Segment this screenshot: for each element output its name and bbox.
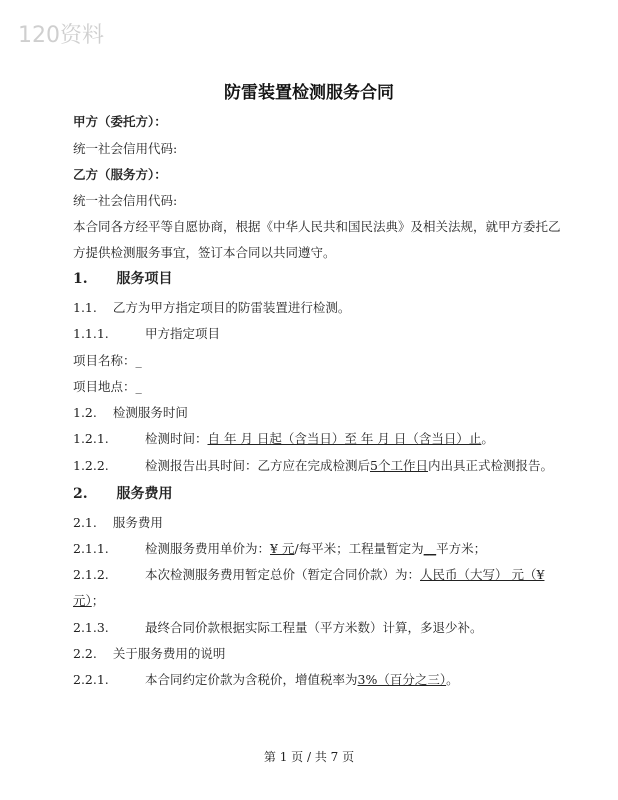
clause-text-suffix: ； <box>91 593 105 608</box>
clause-2-1-1 <box>73 541 486 557</box>
total-price-part-2: 元） <box>73 593 92 608</box>
report-deadline: 5个工作日 <box>370 458 428 473</box>
clause-text-prefix: 本次检测服务费用暂定总价（暂定合同价款）为： <box>145 567 421 582</box>
clause-2-2 <box>73 646 225 662</box>
clause-text-suffix: 内出具正式检测报告。 <box>427 458 553 473</box>
clause-1-1 <box>73 300 350 316</box>
clause-number: 2.1. <box>73 515 97 530</box>
section-1-title: 服务项目 <box>116 271 173 287</box>
project-location: 项目地点：_ <box>73 379 142 394</box>
vat-rate: 3%（百分之三） <box>357 672 447 687</box>
clause-text: 乙方为甲方指定项目的防雷装置进行检测。 <box>112 300 351 315</box>
clause-text-prefix: 检测时间： <box>145 431 208 446</box>
clause-text-suffix: 。 <box>481 431 494 446</box>
document-title: 防雷装置检测服务合同 <box>224 83 394 103</box>
party-a-credit-code: 统一社会信用代码: <box>73 141 178 156</box>
clause-number: 2.1.3. <box>73 620 109 635</box>
clause-2-1-2-continued <box>73 593 104 609</box>
clause-1-2-1 <box>73 431 494 447</box>
clause-number: 1.2.1. <box>73 431 109 446</box>
clause-2-1 <box>73 515 163 531</box>
party-a-label: 甲方（委托方）： <box>73 114 167 129</box>
section-2-number: 2. <box>73 486 88 502</box>
clause-number: 1.2. <box>73 405 97 420</box>
clause-2-1-3 <box>73 620 483 636</box>
clause-2-1-2 <box>73 567 544 583</box>
clause-text-middle: /每平米；工程量暂定为 <box>294 541 424 556</box>
section-2-heading <box>73 486 173 502</box>
section-2-title: 服务费用 <box>116 486 173 502</box>
section-1-number: 1. <box>73 271 88 287</box>
clause-text-prefix: 检测服务费用单价为： <box>145 541 271 556</box>
clause-number: 1.2.2. <box>73 458 109 473</box>
clause-number: 2.1.2. <box>73 567 109 582</box>
clause-number: 2.1.1. <box>73 541 109 556</box>
clause-1-2 <box>73 405 188 421</box>
clause-text: 最终合同价款根据实际工程量（平方米数）计算，多退少补。 <box>145 620 483 635</box>
quantity-blank: __ <box>423 541 437 556</box>
unit-price: ¥ 元 <box>270 541 295 556</box>
clause-text-prefix: 检测报告出具时间：乙方应在完成检测后 <box>145 458 371 473</box>
clause-number: 1.1. <box>73 300 97 315</box>
clause-text: 关于服务费用的说明 <box>112 646 226 661</box>
section-1-heading <box>73 271 173 287</box>
project-name: 项目名称：_ <box>73 353 142 368</box>
party-b-credit-code: 统一社会信用代码: <box>73 193 178 208</box>
clause-text-suffix: 。 <box>446 672 459 687</box>
watermark: 120资料 <box>18 23 104 48</box>
clause-text: 检测服务时间 <box>112 405 188 420</box>
clause-number: 1.1.1. <box>73 326 109 341</box>
clause-number: 2.2. <box>73 646 97 661</box>
page-footer: 第 1 页 / 共 7 页 <box>263 750 355 764</box>
clause-number: 2.2.1. <box>73 672 109 687</box>
clause-text-prefix: 本合同约定价款为含税价，增值税率为 <box>145 672 358 687</box>
clause-text: 服务费用 <box>112 515 163 530</box>
clause-1-1-1 <box>73 326 220 342</box>
total-price-part-1: 人民币（大写） 元（¥ <box>420 567 545 582</box>
intro-line-2: 方提供检测服务事宜，签订本合同以共同遵守。 <box>73 245 336 260</box>
clause-1-2-2 <box>73 458 553 474</box>
clause-2-2-1 <box>73 672 459 688</box>
inspection-period: 自 年 月 日起（含当日）至 年 月 日（含当日）止 <box>207 431 482 446</box>
party-b-label: 乙方（服务方）： <box>73 167 167 182</box>
intro-line-1: 本合同各方经平等自愿协商，根据《中华人民共和国民法典》及相关法规，就甲方委托乙 <box>73 219 561 234</box>
clause-text: 甲方指定项目 <box>145 326 221 341</box>
clause-text-suffix: 平方米； <box>436 541 487 556</box>
